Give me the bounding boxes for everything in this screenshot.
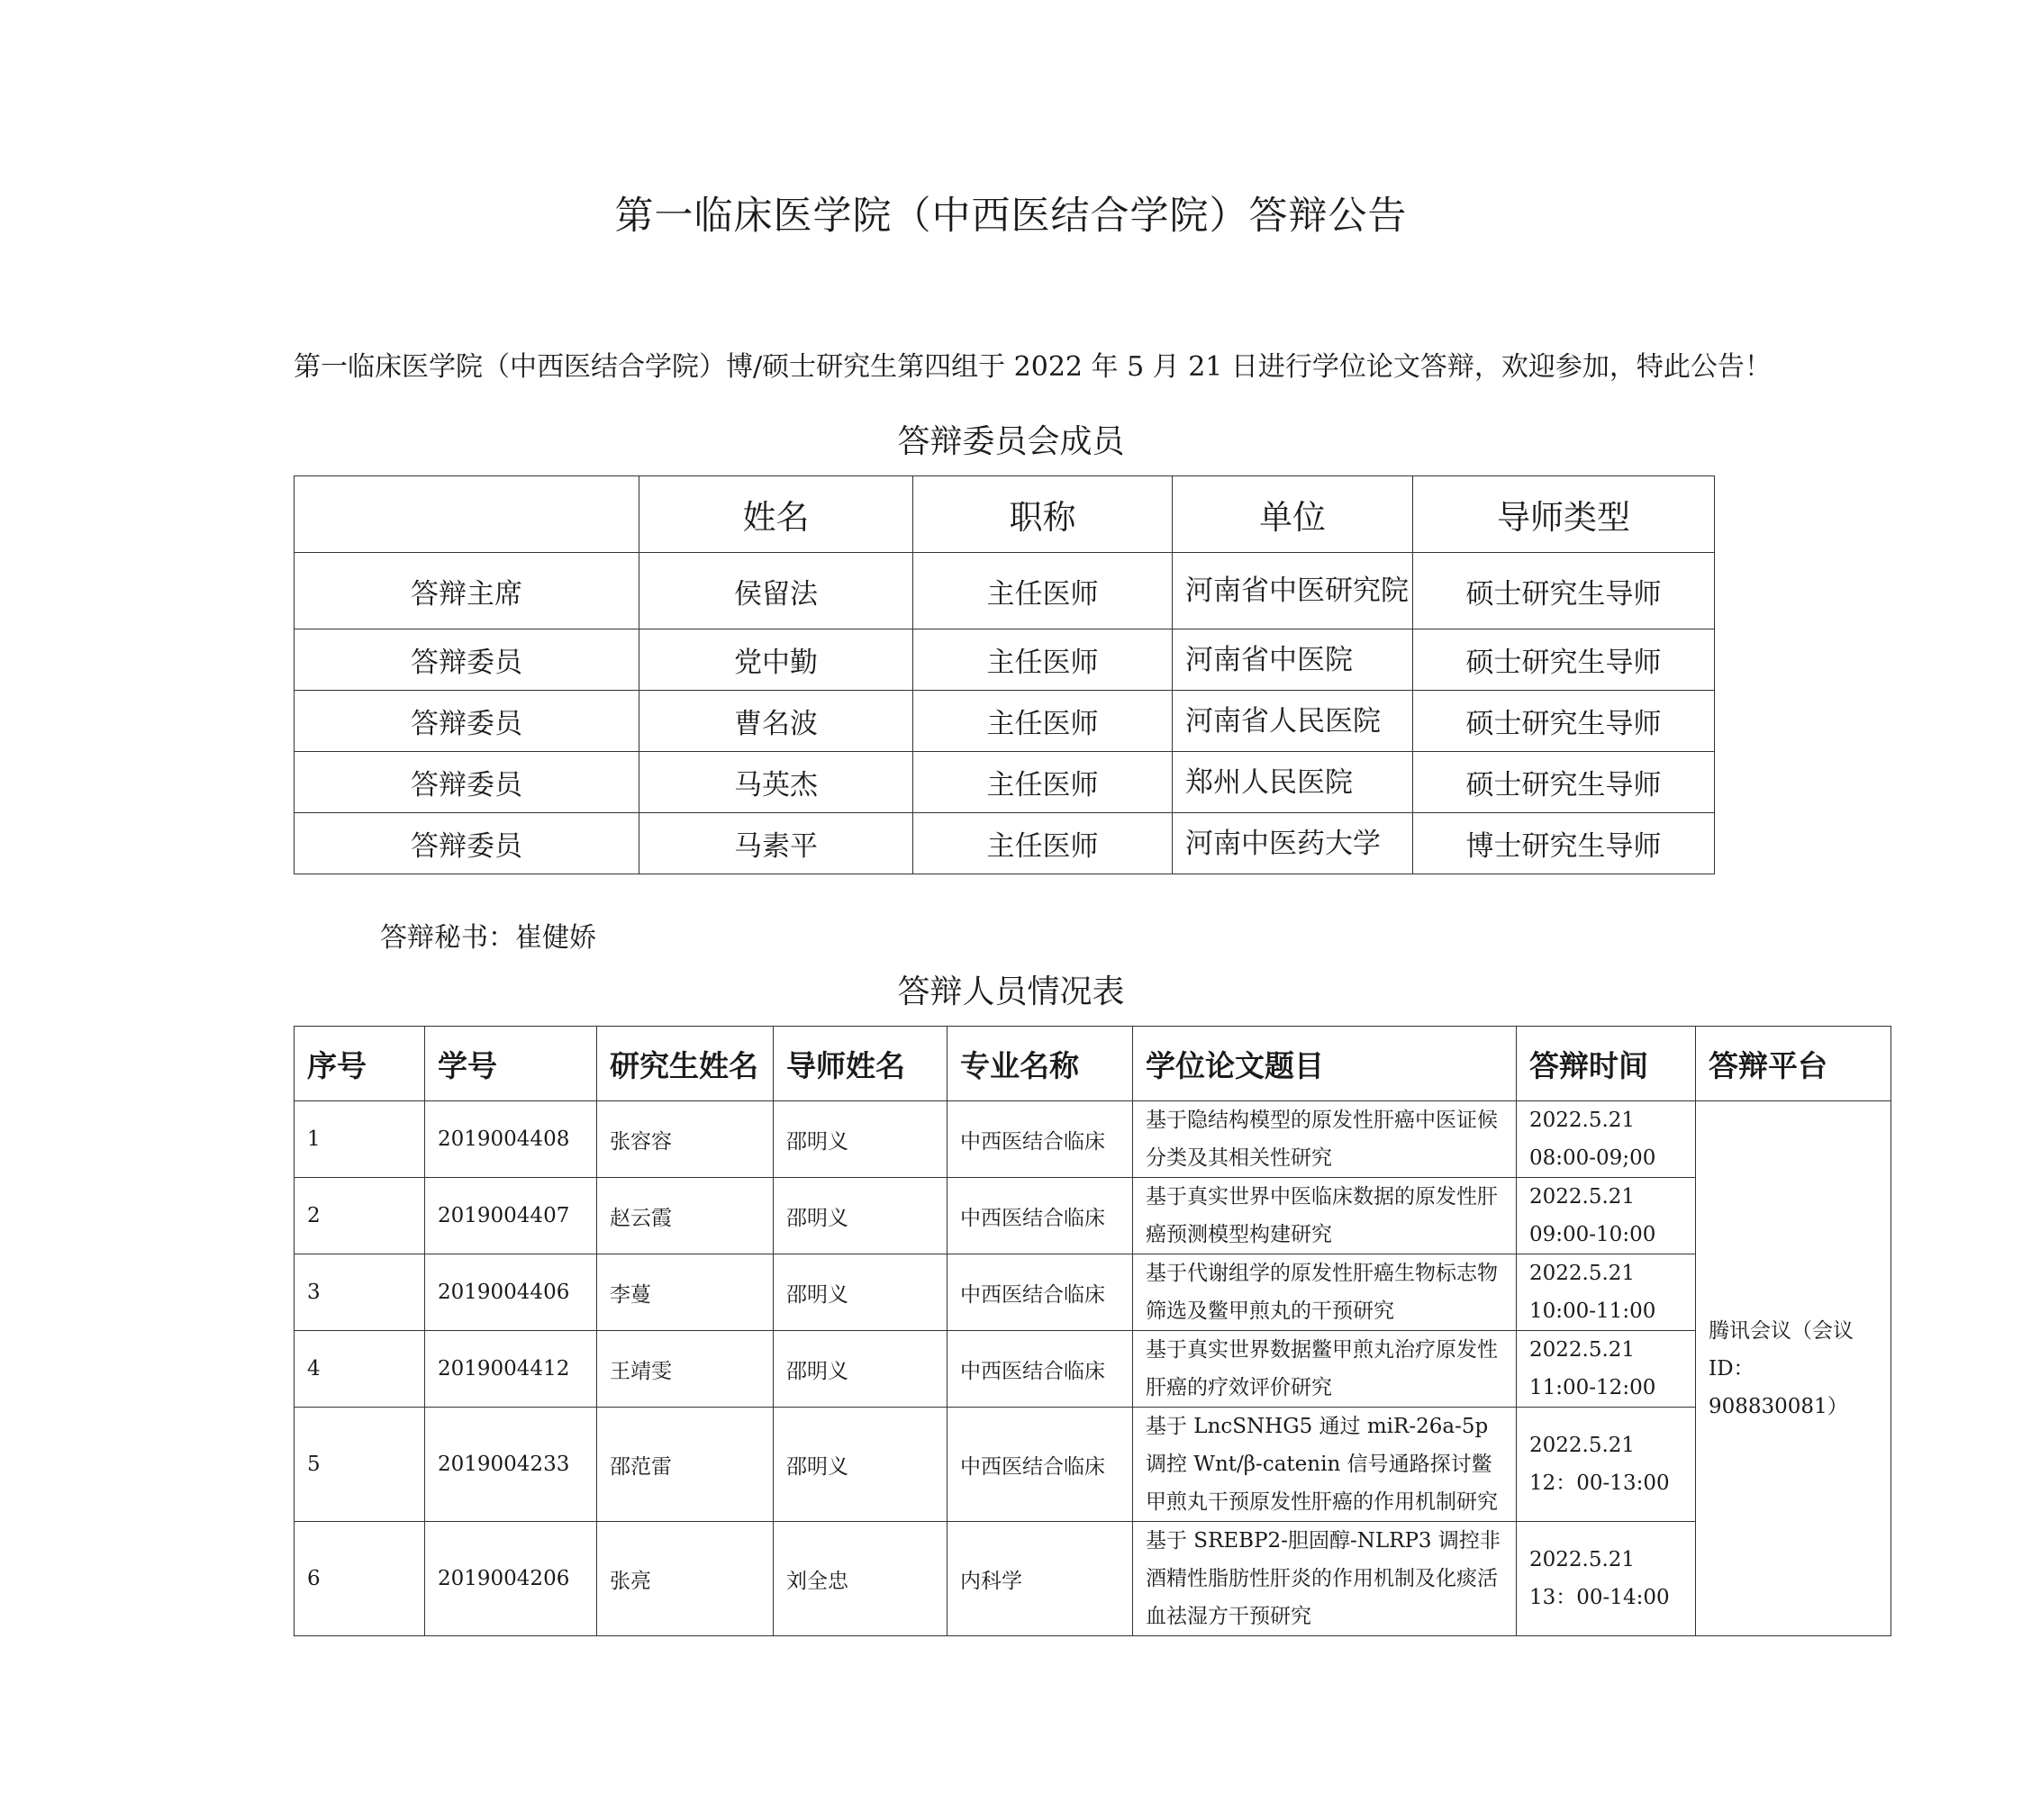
row-major: 中西医结合临床 — [948, 1408, 1133, 1522]
row-student-name: 李蔓 — [597, 1254, 774, 1331]
page-title: 第一临床医学院（中西医结合学院）答辩公告 — [614, 194, 1408, 239]
row-student-name: 赵云霞 — [597, 1178, 774, 1254]
committee-advisor-type: 硕士研究生导师 — [1413, 553, 1715, 629]
committee-unit: 河南省人民医院 — [1173, 691, 1413, 752]
committee-section-title: 答辩委员会成员 — [897, 423, 1125, 460]
committee-title: 主任医师 — [913, 629, 1173, 691]
committee-unit: 河南省中医研究院 — [1173, 553, 1413, 629]
row-major: 中西医结合临床 — [948, 1331, 1133, 1408]
row-defense-date: 2022.5.21 — [1529, 1185, 1636, 1209]
row-thesis-title: 基于隐结构模型的原发性肝癌中医证候分类及其相关性研究 — [1133, 1101, 1517, 1178]
committee-header-title: 职称 — [913, 476, 1173, 553]
committee-title: 主任医师 — [913, 553, 1173, 629]
committee-advisor-type: 硕士研究生导师 — [1413, 691, 1715, 752]
row-defense-date: 2022.5.21 — [1529, 1434, 1636, 1457]
committee-header-name: 姓名 — [639, 476, 913, 553]
row-student-name: 王靖雯 — [597, 1331, 774, 1408]
row-thesis-title: 基于 LncSNHG5 通过 miR-26a-5p 调控 Wnt/β-catenin 信号通路探讨鳖甲煎丸干预原发性肝癌的作用机制研究 — [1133, 1408, 1517, 1522]
row-student-name: 张亮 — [597, 1522, 774, 1636]
row-advisor-name: 刘全忠 — [774, 1522, 948, 1636]
row-student-id: 2019004406 — [425, 1254, 597, 1331]
header-defense-platform: 答辩平台 — [1696, 1027, 1891, 1101]
row-defense-time — [1517, 1408, 1696, 1522]
row-seq: 6 — [295, 1522, 425, 1636]
row-defense-time — [1517, 1331, 1696, 1408]
row-thesis-title: 基于真实世界数据鳖甲煎丸治疗原发性肝癌的疗效评价研究 — [1133, 1331, 1517, 1408]
row-defense-hours: 12：00-13:00 — [1529, 1471, 1670, 1495]
committee-title: 主任医师 — [913, 813, 1173, 874]
row-defense-time — [1517, 1254, 1696, 1331]
defense-section-title: 答辩人员情况表 — [897, 973, 1125, 1010]
row-seq: 1 — [295, 1101, 425, 1178]
committee-row — [295, 752, 1715, 813]
row-seq: 5 — [295, 1408, 425, 1522]
row-defense-hours: 08:00-09;00 — [1529, 1146, 1656, 1170]
committee-advisor-type: 硕士研究生导师 — [1413, 629, 1715, 691]
row-major: 内科学 — [948, 1522, 1133, 1636]
row-advisor-name: 邵明义 — [774, 1408, 948, 1522]
committee-role: 答辩委员 — [295, 813, 639, 874]
row-student-id: 2019004233 — [425, 1408, 597, 1522]
committee-name: 曹名波 — [639, 691, 913, 752]
row-seq: 2 — [295, 1178, 425, 1254]
row-major: 中西医结合临床 — [948, 1178, 1133, 1254]
row-defense-hours: 10:00-11:00 — [1529, 1299, 1656, 1323]
committee-title: 主任医师 — [913, 752, 1173, 813]
committee-name: 侯留法 — [639, 553, 913, 629]
committee-table — [294, 475, 1715, 874]
committee-advisor-type: 博士研究生导师 — [1413, 813, 1715, 874]
row-student-id: 2019004408 — [425, 1101, 597, 1178]
table-row — [295, 1408, 1891, 1522]
row-defense-hours: 11:00-12:00 — [1529, 1376, 1656, 1399]
row-student-id: 2019004407 — [425, 1178, 597, 1254]
row-defense-date: 2022.5.21 — [1529, 1548, 1636, 1571]
defense-platform: 腾讯会议（会议 ID：908830081） — [1696, 1101, 1891, 1636]
committee-role: 答辩委员 — [295, 691, 639, 752]
header-advisor-name: 导师姓名 — [774, 1027, 948, 1101]
committee-header-unit: 单位 — [1173, 476, 1413, 553]
committee-row — [295, 691, 1715, 752]
table-row — [295, 1254, 1891, 1331]
row-major: 中西医结合临床 — [948, 1254, 1133, 1331]
row-defense-date: 2022.5.21 — [1529, 1109, 1636, 1132]
committee-name: 马英杰 — [639, 752, 913, 813]
row-major: 中西医结合临床 — [948, 1101, 1133, 1178]
row-defense-time — [1517, 1522, 1696, 1636]
row-advisor-name: 邵明义 — [774, 1101, 948, 1178]
row-defense-hours: 13：00-14:00 — [1529, 1586, 1670, 1609]
row-thesis-title: 基于真实世界中医临床数据的原发性肝癌预测模型构建研究 — [1133, 1178, 1517, 1254]
row-advisor-name: 邵明义 — [774, 1254, 948, 1331]
header-seq: 序号 — [295, 1027, 425, 1101]
committee-name: 党中勤 — [639, 629, 913, 691]
row-defense-date: 2022.5.21 — [1529, 1338, 1636, 1362]
committee-title: 主任医师 — [913, 691, 1173, 752]
row-defense-time — [1517, 1178, 1696, 1254]
row-student-name: 邵范雷 — [597, 1408, 774, 1522]
header-defense-time: 答辩时间 — [1517, 1027, 1696, 1101]
defense-header-row — [295, 1027, 1891, 1101]
header-thesis-title: 学位论文题目 — [1133, 1027, 1517, 1101]
row-student-id: 2019004412 — [425, 1331, 597, 1408]
row-student-id: 2019004206 — [425, 1522, 597, 1636]
committee-unit: 郑州人民医院 — [1173, 752, 1413, 813]
header-major: 专业名称 — [948, 1027, 1133, 1101]
defense-table — [294, 1026, 1891, 1636]
row-advisor-name: 邵明义 — [774, 1178, 948, 1254]
committee-name: 马素平 — [639, 813, 913, 874]
committee-row — [295, 629, 1715, 691]
row-seq: 3 — [295, 1254, 425, 1331]
committee-row — [295, 813, 1715, 874]
announcement-text: 第一临床医学院（中西医结合学院）博/硕士研究生第四组于 2022 年 5 月 21 日进行学位论文答辩，欢迎参加，特此公告！ — [294, 351, 1772, 383]
committee-unit: 河南省中医院 — [1173, 629, 1413, 691]
table-row — [295, 1178, 1891, 1254]
row-thesis-title: 基于 SREBP2-胆固醇-NLRP3 调控非酒精性脂肪性肝炎的作用机制及化痰活血祛湿方干预研究 — [1133, 1522, 1517, 1636]
defense-secretary: 答辩秘书：崔健娇 — [380, 922, 596, 954]
row-defense-time — [1517, 1101, 1696, 1178]
committee-header-role — [295, 476, 639, 553]
row-defense-hours: 09:00-10:00 — [1529, 1223, 1656, 1246]
header-student-id: 学号 — [425, 1027, 597, 1101]
committee-row — [295, 553, 1715, 629]
table-row — [295, 1331, 1891, 1408]
committee-header-row — [295, 476, 1715, 553]
committee-advisor-type: 硕士研究生导师 — [1413, 752, 1715, 813]
committee-unit: 河南中医药大学 — [1173, 813, 1413, 874]
committee-header-type: 导师类型 — [1413, 476, 1715, 553]
row-student-name: 张容容 — [597, 1101, 774, 1178]
row-advisor-name: 邵明义 — [774, 1331, 948, 1408]
table-row — [295, 1522, 1891, 1636]
row-defense-date: 2022.5.21 — [1529, 1262, 1636, 1285]
header-student-name: 研究生姓名 — [597, 1027, 774, 1101]
committee-role: 答辩主席 — [295, 553, 639, 629]
committee-role: 答辩委员 — [295, 752, 639, 813]
row-thesis-title: 基于代谢组学的原发性肝癌生物标志物筛选及鳖甲煎丸的干预研究 — [1133, 1254, 1517, 1331]
table-row — [295, 1101, 1891, 1178]
committee-role: 答辩委员 — [295, 629, 639, 691]
row-seq: 4 — [295, 1331, 425, 1408]
